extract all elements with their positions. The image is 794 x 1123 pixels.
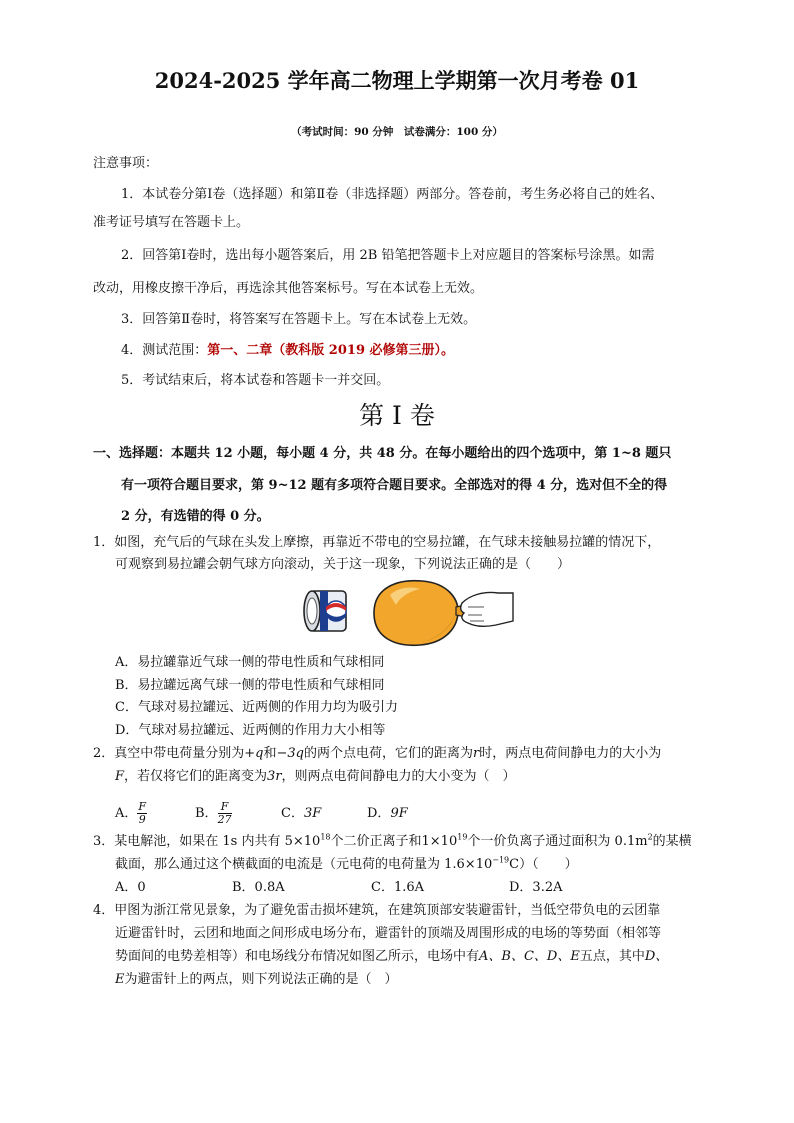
q2-charge-2: −3q xyxy=(276,746,305,761)
q3-text: 个一价负离子通过面积为 0.1m xyxy=(467,834,648,849)
q3-option-b: B．0.8A xyxy=(232,880,285,895)
q2-option-a xyxy=(115,800,147,828)
part1-line-3: 2 分，有选错的得 0 分。 xyxy=(121,509,270,524)
q2-option-d xyxy=(367,806,408,822)
fraction-numerator: F xyxy=(218,801,232,814)
part1-line-1: 一、选择题：本题共 12 小题，每小题 4 分，共 48 分。在每小题给出的四个选项中，第 1~8 题只 xyxy=(93,446,672,461)
fraction-denominator: 9 xyxy=(138,813,146,826)
q2-stem-line-2 xyxy=(115,769,516,785)
notice-heading: 注意事项： xyxy=(93,156,159,171)
q3-option-a: A．0 xyxy=(115,880,146,895)
q3-option-d: D．3.2A xyxy=(509,880,563,895)
notice-item-5: 5．考试结束后，将本试卷和答题卡一并交回。 xyxy=(121,373,390,388)
section-title: 第 I 卷 xyxy=(359,401,435,430)
exponent: 2 xyxy=(647,832,653,842)
q2-option-c-label: C． xyxy=(281,806,304,821)
q2-option-c xyxy=(281,806,321,822)
q4-text: 五点，其中 xyxy=(579,949,645,964)
notice-item-4-prefix: 4．测试范围： xyxy=(121,343,208,358)
q2-new-distance: 3r xyxy=(267,769,282,784)
fraction-numerator: F xyxy=(138,800,147,813)
notice-item-1-line-2: 准考证号填写在答题卡上。 xyxy=(93,215,250,230)
q3-text: 3．某电解池，如果在 1s 内共有 5×10 xyxy=(93,834,321,849)
q2-option-d-label: D． xyxy=(367,806,391,821)
balloon-can-figure xyxy=(300,577,515,649)
q1-stem-line-2: 可观察到易拉罐会朝气球方向滚动，关于这一现象，下列说法正确的是（ ） xyxy=(115,557,571,572)
balloon-icon xyxy=(374,581,466,646)
pepsi-can-icon xyxy=(304,591,346,631)
q3-text: 的某横 xyxy=(652,834,692,849)
q3-option-c: C．1.6A xyxy=(371,880,425,895)
q2-text: 2．真空中带电荷量分别为 xyxy=(93,746,245,761)
exponent: 19 xyxy=(457,832,468,842)
q2-text: 和 xyxy=(263,746,277,761)
notice-item-3: 3．回答第Ⅱ卷时，将答案写在答题卡上。写在本试卷上无效。 xyxy=(121,312,477,327)
q4-point-d: D、 xyxy=(644,949,669,964)
q4-stem-line-3 xyxy=(115,949,668,965)
q1-stem-line-1: 1．如图，充气后的气球在头发上摩擦，再靠近不带电的空易拉罐，在气球未接触易拉罐的情况下， xyxy=(93,535,661,550)
exponent: 18 xyxy=(320,832,331,842)
fraction xyxy=(218,801,232,826)
test-scope: 第一、二章（教科版 2019 必修第三册）。 xyxy=(207,343,455,358)
notice-item-4 xyxy=(121,343,454,359)
q2-text: 时，两点电荷间静电力的大小为 xyxy=(479,746,662,761)
notice-item-2-line-2: 改动，用橡皮擦干净后，再选涂其他答案标号。写在本试卷上无效。 xyxy=(93,281,484,296)
q1-option-c: C．气球对易拉罐远、近两侧的作用力均为吸引力 xyxy=(115,700,398,715)
q3-stem-line-1 xyxy=(93,834,692,850)
q1-option-d: D．气球对易拉罐远、近两侧的作用力大小相等 xyxy=(115,723,386,738)
q2-text: ，则两点电荷间静电力的大小变为（ ） xyxy=(281,769,516,784)
q2-force: F xyxy=(115,769,125,784)
q4-text: 势面间的电势差相等）和电场线分布情况如图乙所示，电场中有 xyxy=(115,949,480,964)
q2-option-d-value: 9F xyxy=(390,806,408,821)
q2-text: ，若仅将它们的距离变为 xyxy=(124,769,268,784)
q4-stem-line-2: 近避雷针时，云团和地面之间形成电场分布，避雷针的顶端及周围形成的电场的等势面（相邻等 xyxy=(115,926,662,941)
q4-point-e: E xyxy=(115,972,125,987)
q2-text: 的两个点电荷，它们的距离为 xyxy=(304,746,474,761)
q3-text: C）（ ） xyxy=(509,857,578,872)
notice-item-2-line-1: 2．回答第Ⅰ卷时，选出每小题答案后，用 2B 铅笔把答题卡上对应题目的答案标号涂黑。如需 xyxy=(121,248,655,263)
q2-option-b xyxy=(195,800,232,828)
q2-stem-line-1 xyxy=(93,746,661,762)
fraction xyxy=(137,801,147,826)
q4-stem-line-1: 4．甲图为浙江常见景象，为了避免雷击损坏建筑，在建筑顶部安装避雷针，当低空带负电的云团靠 xyxy=(93,903,661,918)
exam-title: 2024-2025 学年高二物理上学期第一次月考卷 01 xyxy=(154,68,640,93)
fraction-denominator: 27 xyxy=(217,813,232,826)
notice-item-1-line-1: 1．本试卷分第Ⅰ卷（选择题）和第Ⅱ卷（非选择题）两部分。答卷前，考生务必将自己的姓名、 xyxy=(121,187,664,202)
q1-option-a: A．易拉罐靠近气球一侧的带电性质和气球相同 xyxy=(115,655,385,670)
q2-distance: r xyxy=(473,746,480,761)
q3-stem-line-2 xyxy=(115,857,578,873)
q2-option-a-label: A． xyxy=(115,806,138,821)
q2-charge-1: +q xyxy=(244,746,264,761)
q4-stem-line-4 xyxy=(115,972,398,988)
q2-option-c-value: 3F xyxy=(303,806,322,821)
q1-option-b: B．易拉罐远离气球一侧的带电性质和气球相同 xyxy=(115,678,385,693)
exponent: −19 xyxy=(492,855,510,865)
q2-option-b-label: B． xyxy=(195,806,218,821)
q4-text: 为避雷针上的两点，则下列说法正确的是（ ） xyxy=(124,972,398,987)
part1-line-2: 有一项符合题目要求，第 9~12 题有多项符合题目要求。全部选对的得 4 分，选对但不全的得 xyxy=(121,478,668,493)
q3-text: 截面，那么通过这个横截面的电流是（元电荷的电荷量为 1.6×10 xyxy=(115,857,493,872)
hand-icon xyxy=(461,592,513,626)
q3-text: 个二价正离子和1×10 xyxy=(330,834,458,849)
exam-subtitle: （考试时间：90 分钟 试卷满分：100 分） xyxy=(291,126,503,138)
q4-points: A、B、C、D、E xyxy=(479,949,580,964)
